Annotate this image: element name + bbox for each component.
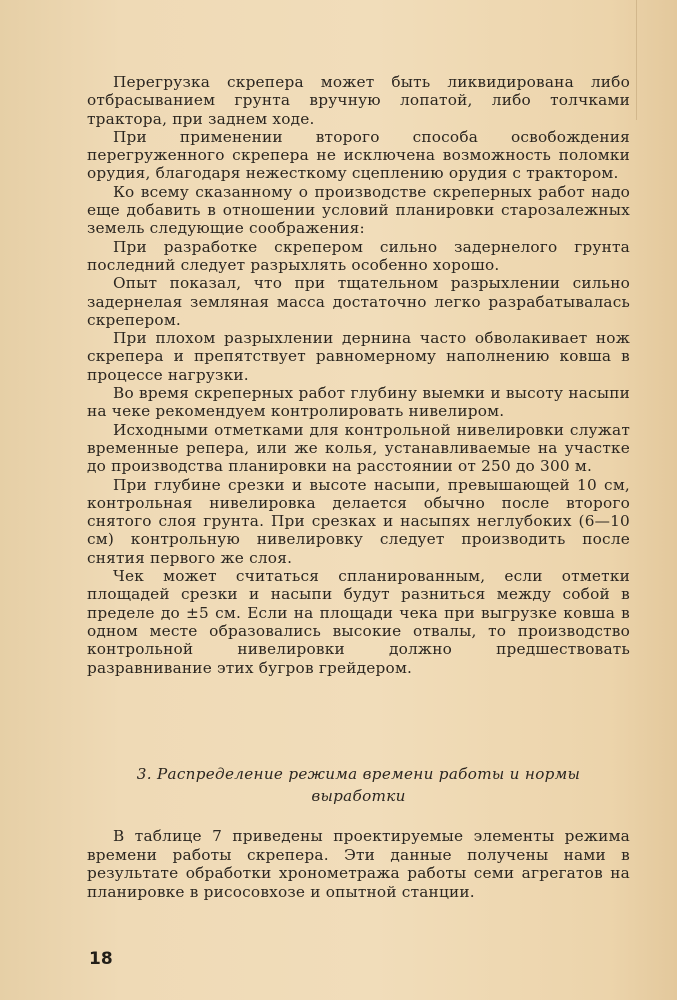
paragraph-4: При разработке скрепером сильно задернелого грунта последний следует разрыхлять особенно хорошо. [87,237,630,274]
paragraph-7: Во время скреперных работ глубину выемки и высоту насыпи на чеке рекомендуем контролировать нивелиром. [87,384,630,421]
paragraph-10: Чек может считаться спланированным, если отметки площадей срезки и насыпи будут разниться между собой в пределе до ±5 см. Если на площади чека при выгрузке ковша в одном месте образовались высокие отвалы, то производство контрольной нивелировки должно предшествовать разравнивание этих бугров грейдером. [87,567,630,677]
paragraph-9: При глубине срезки и высоте насыпи, превышающей 10 см, контрольная нивелировка делается обычно после второго снятого слоя грунта. При срезках и насыпях неглубоких (6—10 см) контрольную нивелировку следует производить после снятия первого же слоя. [87,475,630,567]
section-heading-line-1: 3. Распределение режима времени работы и нормы [136,765,581,783]
paragraph-8: Исходными отметками для контрольной нивелировки служат временные репера, или же колья, устанавливаемые на участке до производства планировки на расстоянии от 250 до 300 м. [87,420,630,476]
paragraph-3: Ко всему сказанному о производстве скреперных работ надо еще добавить в отношении условий планировки старозалежных земель следующие соображения: [87,182,630,238]
page-number: 18 [89,949,113,969]
section-heading-line-2: выработки [311,787,406,805]
paper-fold-line [636,0,637,120]
section-paragraph: В таблице 7 приведены проектируемые элементы режима времени работы скрепера. Эти данные получены нами в результате обработки хронометража работы семи агрегатов на планировке в рисосовхозе и опытной станции. [87,827,630,901]
section-text [87,827,630,901]
section-heading [87,763,630,807]
paragraph-1: Перегрузка скрепера может быть ликвидирована либо отбрасыванием грунта вручную лопатой, либо толчками трактора, при заднем ходе. [87,73,630,128]
main-text [87,73,630,677]
paragraph-6: При плохом разрыхлении дернина часто обволакивает нож скрепера и препятствует равномерному наполнению ковша в процессе нагрузки. [87,329,630,384]
paragraph-2: При применении второго способа освобождения перегруженного скрепера не исключена возможность поломки орудия, благодаря нежесткому сцеплению орудия с трактором. [87,127,630,183]
paragraph-5: Опыт показал, что при тщательном разрыхлении сильно задернелая земляная масса достаточно легко разрабатывалась скрепером. [87,274,630,329]
